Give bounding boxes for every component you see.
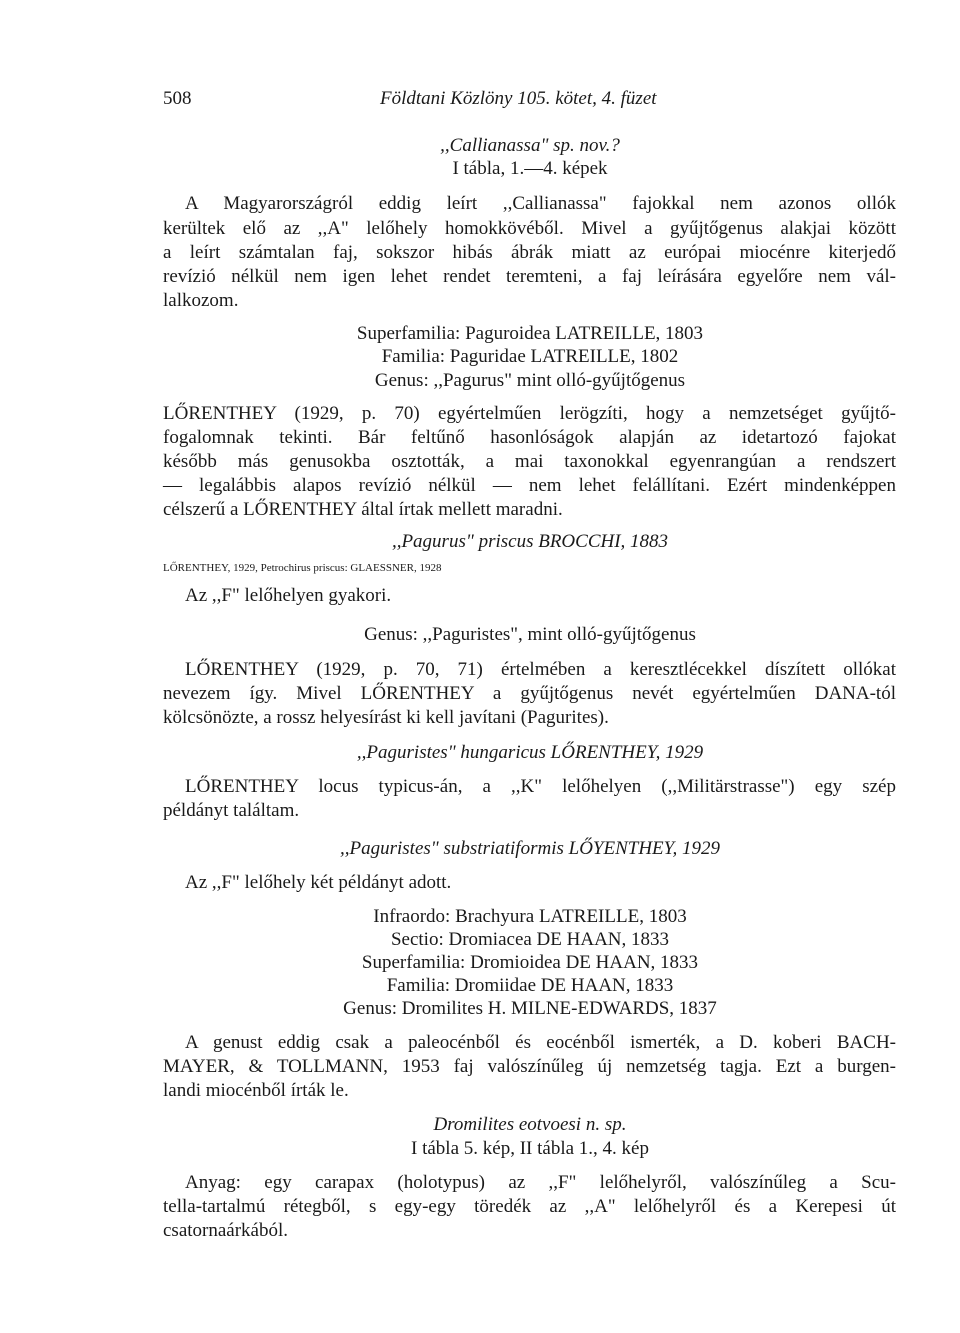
synonymy-line: LŐRENTHEY, 1929, Petrochirus priscus: GLAESSNER, 1928 bbox=[163, 562, 442, 574]
taxon-heading: Genus: ,,Pagurus" mint olló-gyűjtőgenus bbox=[374, 370, 686, 391]
body-line: a leírt számtalan faj, sokszor hibás ábrák miatt az európai miocénre kiterjedő bbox=[163, 242, 896, 263]
body-line: tella-tartalmú rétegből, s egy-egy töredék az ,,A" lelőhelyről és a Kerepesi út bbox=[163, 1196, 896, 1217]
body-line: LŐRENTHEY (1929, p. 70, 71) értelmében a keresztlécekkel díszített ollókat bbox=[185, 659, 896, 680]
body-line: MAYER, & TOLLMANN, 1953 faj valószínűleg új nemzetség tagja. Ezt a burgen- bbox=[163, 1056, 896, 1077]
body-line: Anyag: egy carapax (holotypus) az ,,F" lelőhelyről, valószínűleg a Scu- bbox=[185, 1172, 896, 1193]
body-line: példányt találtam. bbox=[163, 800, 300, 821]
body-line: csatornaárkából. bbox=[163, 1220, 289, 1241]
body-line: fogalomnak tekinti. Bár feltűnő hasonlóságok alapján az idetartozó fajokat bbox=[163, 427, 896, 448]
taxon-heading: Sectio: Dromiacea DE HAAN, 1833 bbox=[390, 929, 670, 950]
taxon-heading: Superfamilia: Dromioidea DE HAAN, 1833 bbox=[361, 952, 699, 973]
running-header: Földtani Közlöny 105. kötet, 4. füzet bbox=[380, 88, 657, 109]
taxon-heading: Genus: Dromilites H. MILNE-EDWARDS, 1837 bbox=[343, 998, 717, 1019]
taxon-heading: Infraordo: Brachyura LATREILLE, 1803 bbox=[373, 906, 687, 927]
taxon-heading: Familia: Dromiidae DE HAAN, 1833 bbox=[386, 975, 674, 996]
body-line: LŐRENTHEY locus typicus-án, a ,,K" lelőhelyen (,,Militärstrasse") egy szép bbox=[185, 776, 896, 797]
body-line: később más genusokba osztották, a mai taxonokkal egyenrangúan a rendszert bbox=[163, 451, 896, 472]
body-line: — legalábbis alapos revízió nélkül — nem lehet felállítani. Ezért mindenképpen bbox=[163, 475, 896, 496]
body-line: Az ,,F" lelőhelyen gyakori. bbox=[185, 585, 392, 606]
body-line: lalkozom. bbox=[163, 290, 239, 311]
body-line: célszerű a LŐRENTHEY által írtak mellett maradni. bbox=[163, 499, 563, 520]
species-heading: ,,Paguristes" substriatiformis LŐYENTHEY, 1929 bbox=[340, 838, 720, 859]
body-line: Az ,,F" lelőhely két példányt adott. bbox=[185, 872, 452, 893]
species-heading: ,,Pagurus" priscus BROCCHI, 1883 bbox=[391, 531, 669, 552]
body-line: revízió nélkül nem igen lehet rendet teremteni, a faj leírására egyelőre nem vál- bbox=[163, 266, 896, 287]
body-line: A Magyarországról eddig leírt ,,Callianassa" fajokkal nem azonos ollók bbox=[185, 193, 896, 214]
taxon-heading: ,,Callianassa" sp. nov.? bbox=[440, 135, 620, 156]
taxon-heading: Genus: ,,Paguristes", mint olló-gyűjtőgenus bbox=[364, 624, 696, 645]
body-line: nevezem így. Mivel LŐRENTHEY a gyűjtőgenus nevét egyértelműen DANA-tól bbox=[163, 683, 896, 704]
species-heading: Dromilites eotvoesi n. sp. bbox=[433, 1114, 627, 1135]
taxon-heading: Superfamilia: Paguroidea LATREILLE, 1803 bbox=[356, 323, 704, 344]
page-number: 508 bbox=[163, 88, 192, 109]
species-heading: ,,Paguristes" hungaricus LŐRENTHEY, 1929 bbox=[356, 742, 704, 763]
figure-reference: I tábla, 1.—4. képek bbox=[452, 158, 608, 179]
body-line: kerültek elő az ,,A" lelőhely homokkövéből. Mivel a gyűjtőgenus alakjai között bbox=[163, 218, 896, 239]
body-line: landi miocénből írták le. bbox=[163, 1080, 349, 1101]
figure-reference: I tábla 5. kép, II tábla 1., 4. kép bbox=[411, 1138, 649, 1159]
body-line: LŐRENTHEY (1929, p. 70) egyértelműen lerögzíti, hogy a nemzetséget gyűjtő- bbox=[163, 403, 896, 424]
taxon-heading: Familia: Paguridae LATREILLE, 1802 bbox=[381, 346, 679, 367]
body-line: A genust eddig csak a paleocénből és eocénből ismerték, a D. koberi BACH- bbox=[185, 1032, 896, 1053]
body-line: kölcsönözte, a rossz helyesírást ki kell javítani (Pagurites). bbox=[163, 707, 609, 728]
